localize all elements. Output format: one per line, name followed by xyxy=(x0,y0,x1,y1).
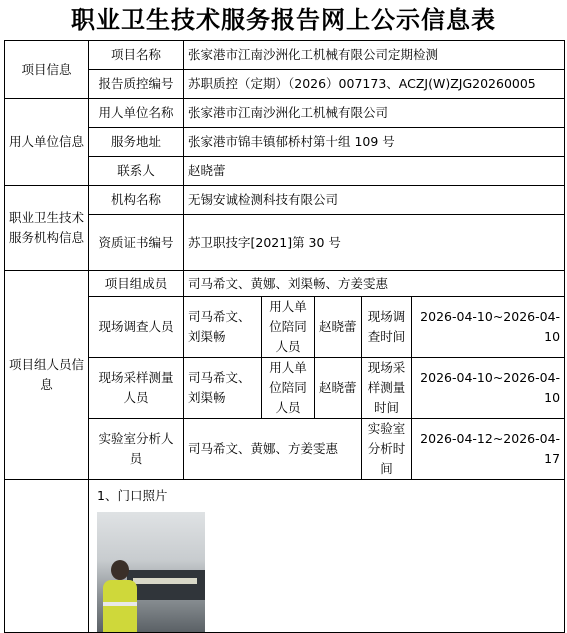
photo-signboard xyxy=(127,570,205,600)
cert-label: 资质证书编号 xyxy=(89,215,184,271)
survey-accomp-label: 用人单位陪同人员 xyxy=(262,297,315,358)
sampling-accomp-value: 赵晓蕾 xyxy=(315,358,362,419)
photo-person-vest xyxy=(103,580,137,632)
survey-time-label: 现场调查时间 xyxy=(362,297,412,358)
survey-label: 现场调查人员 xyxy=(89,297,184,358)
report-no-label: 报告质控编号 xyxy=(89,70,184,99)
entrance-photo xyxy=(97,512,205,632)
sampling-value: 司马希文、刘渠畅 xyxy=(184,358,262,419)
survey-accomp-value: 赵晓蕾 xyxy=(315,297,362,358)
photo-person-head xyxy=(111,560,129,580)
employer-name-label: 用人单位名称 xyxy=(89,99,184,128)
info-table xyxy=(4,40,565,633)
agency-section-label: 职业卫生技术服务机构信息 xyxy=(5,186,89,271)
survey-value: 司马希文、刘渠畅 xyxy=(184,297,262,358)
project-section-label: 项目信息 xyxy=(5,41,89,99)
contact-label: 联系人 xyxy=(89,157,184,186)
page-title: 职业卫生技术服务报告网上公示信息表 xyxy=(71,6,496,34)
lab-time-value: 2026-04-12~2026-04-17 xyxy=(412,419,565,480)
lab-value: 司马希文、黄娜、方姜雯惠 xyxy=(184,419,362,480)
photo-blank-cell xyxy=(5,480,89,633)
contact-value: 赵晓蕾 xyxy=(184,157,565,186)
address-label: 服务地址 xyxy=(89,128,184,157)
sampling-accomp-label: 用人单位陪同人员 xyxy=(262,358,315,419)
address-value: 张家港市锦丰镇郁桥村第十组 109 号 xyxy=(184,128,565,157)
photo-vest-stripe xyxy=(103,602,137,606)
sampling-time-value: 2026-04-10~2026-04-10 xyxy=(412,358,565,419)
employer-section-label: 用人单位信息 xyxy=(5,99,89,186)
lab-label: 实验室分析人员 xyxy=(89,419,184,480)
lab-time-label: 实验室分析时间 xyxy=(362,419,412,480)
cert-value: 苏卫职技字[2021]第 30 号 xyxy=(184,215,565,271)
sampling-time-label: 现场采样测量时间 xyxy=(362,358,412,419)
staff-section-label: 项目组人员信息 xyxy=(5,271,89,480)
members-value: 司马希文、黄娜、刘渠畅、方姜雯惠 xyxy=(184,271,565,297)
project-name-label: 项目名称 xyxy=(89,41,184,70)
project-name-value: 张家港市江南沙洲化工机械有限公司定期检测 xyxy=(184,41,565,70)
agency-name-label: 机构名称 xyxy=(89,186,184,215)
members-label: 项目组成员 xyxy=(89,271,184,297)
photo-label: 1、门口照片 xyxy=(97,488,168,503)
report-no-value: 苏职质控（定期）（2026）007173、ACZJ(W)ZJG20260005 xyxy=(184,70,565,99)
photo-cell xyxy=(89,480,565,633)
photo-sign-lettering xyxy=(133,578,197,584)
employer-name-value: 张家港市江南沙洲化工机械有限公司 xyxy=(184,99,565,128)
sampling-label: 现场采样测量人员 xyxy=(89,358,184,419)
survey-time-value: 2026-04-10~2026-04-10 xyxy=(412,297,565,358)
agency-name-value: 无锡安诚检测科技有限公司 xyxy=(184,186,565,215)
